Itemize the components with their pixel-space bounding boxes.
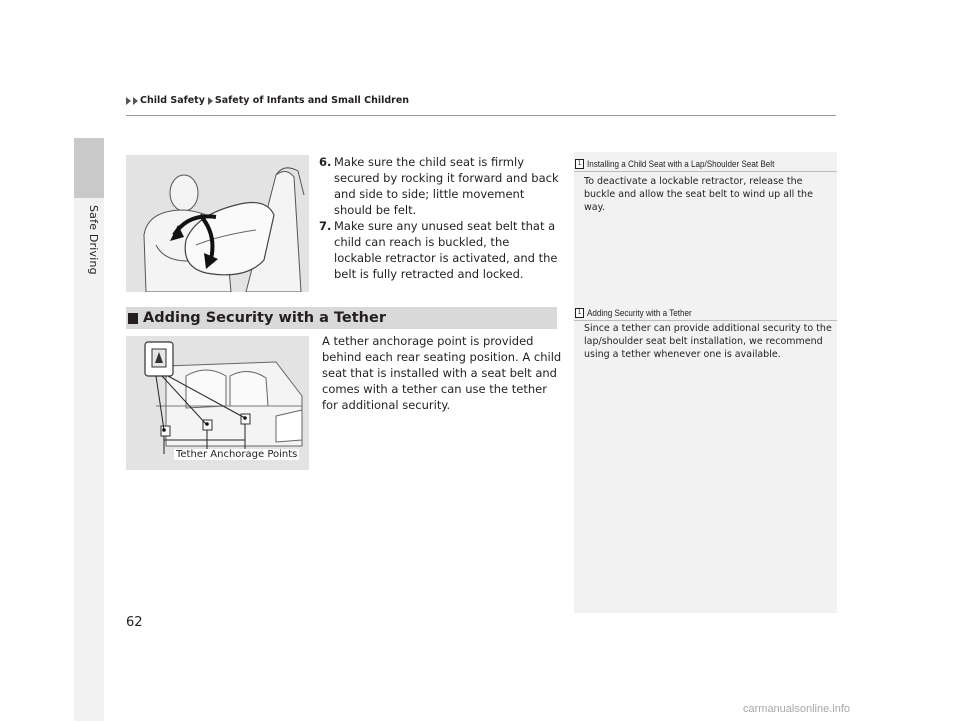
child-seat-drawing [126, 155, 309, 292]
figure-caption: Tether Anchorage Points [176, 449, 298, 460]
breadcrumb-arrow-icon [133, 97, 138, 105]
instruction-steps [319, 154, 559, 282]
side-tab-highlight [74, 138, 104, 198]
section-heading [126, 307, 557, 329]
step-text: Make sure any unused seat belt that a child can reach is buckled, the lockable retractor is activated, and the belt is fully retracted and locked. [334, 219, 558, 281]
step-number: 6. [319, 155, 332, 169]
note-title[interactable]: Adding Security with a Tether [587, 307, 692, 318]
note-text: Since a tether can provide additional security to the lap/shoulder seat belt installation, we recommend using a tether whenever one is available. [584, 323, 832, 360]
watermark: carmanualsonline.info [743, 703, 851, 715]
notes-column [574, 152, 837, 613]
page-number: 62 [126, 615, 143, 630]
side-tab-label: Safe Driving [87, 205, 100, 275]
step-item [319, 218, 559, 282]
step-item [319, 154, 559, 218]
note-heading [574, 305, 837, 321]
note-text: To deactivate a lockable retractor, release the buckle and allow the seat belt to wind up all the way. [584, 176, 813, 213]
tether-anchorage-illustration [126, 336, 309, 470]
note-reference-icon: 1 [575, 159, 584, 169]
tether-description: A tether anchorage point is provided behind each rear seating position. A child seat that is installed with a seat belt and comes with a tether can use the tether for additional security. [322, 334, 562, 412]
child-seat-illustration [126, 155, 309, 292]
section-marker-icon [128, 313, 138, 324]
breadcrumb-item[interactable]: Child Safety [140, 95, 205, 106]
breadcrumb-arrow-icon [126, 97, 131, 105]
breadcrumb-item[interactable]: Safety of Infants and Small Children [214, 95, 410, 106]
step-number: 7. [319, 219, 332, 233]
note-heading [574, 156, 837, 172]
note-reference-icon: 1 [575, 308, 584, 318]
section-title: Adding Security with a Tether [143, 310, 386, 326]
header-rule [126, 115, 836, 116]
breadcrumb-arrow-icon [208, 97, 213, 105]
note-title[interactable]: Installing a Child Seat with a Lap/Shoulder Seat Belt [587, 158, 775, 169]
step-text: Make sure the child seat is firmly secured by rocking it forward and back and side to side; little movement should be felt. [334, 155, 559, 217]
breadcrumb [126, 95, 409, 106]
